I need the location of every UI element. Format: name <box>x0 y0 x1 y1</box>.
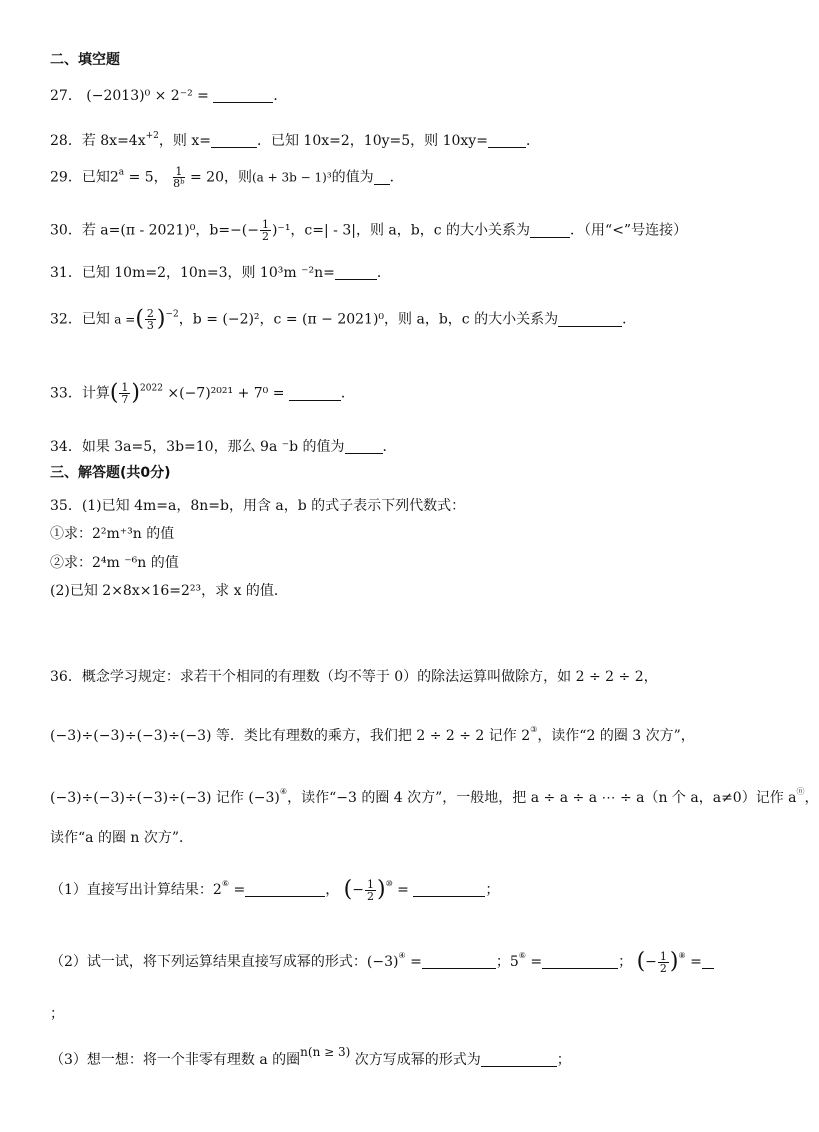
fraction-numerator: 1 <box>261 218 269 231</box>
answer-blank <box>245 882 325 897</box>
answer-blank <box>345 439 383 454</box>
question-36-line4: 读作“a 的圈 n 次方”． <box>50 830 194 846</box>
answer-blank <box>488 133 526 148</box>
circle-exponent: ④ <box>279 787 288 796</box>
question-text: 若 8x=4x <box>81 133 146 149</box>
question-text: ．已知 10x=2，10y=5，则 10xy= <box>256 133 488 149</box>
question-36-line2 <box>50 720 695 746</box>
fraction-denominator: 2 <box>261 230 269 243</box>
fraction-denominator: 3 <box>146 319 154 332</box>
circle-exponent: ④ <box>398 951 406 960</box>
question-32: 32．已知 a =( $\frac{2}{3}$ )$^{-2}$，b = (−2)²，c = (π − 2021)⁰，则 a，b，c 的大小关系为 ． <box>50 306 637 332</box>
answer-blank <box>335 265 377 280</box>
question-36-line3: (−3)÷(−3)÷(−3)÷(−3) 记作 (−3)④，读作“−3 的圈 4 次方”，一般地，把 a ÷ a ÷ a ⋯ ÷ a（n 个 a，a≠0）记作 aⓝ， <box>50 787 819 806</box>
fraction-numerator: 1 <box>121 381 129 394</box>
fraction <box>260 219 271 242</box>
question-number: 33． <box>50 385 82 402</box>
circle-exponent: ⑧ <box>678 951 686 960</box>
question-number: 34． <box>50 439 82 455</box>
question-36-part2: （2）试一试，将下列运算结果直接写成幂的形式：(−3)④ = ；5⑥ = ； (− $\frac{1}{2}$ )⑧ = <box>50 946 714 974</box>
question-number: 29． <box>50 169 82 186</box>
fraction-denominator: 8ᵇ <box>173 177 185 190</box>
answer-blank <box>702 954 714 969</box>
question-text: )⁻¹，c=| - 3|，则 a，b，c 的大小关系为 <box>271 222 531 239</box>
math-base: 2 <box>109 169 119 186</box>
question-text: 记作 (−3) <box>211 790 280 806</box>
answer-blank <box>542 954 618 969</box>
question-number: 31． <box>50 265 82 281</box>
question-text: （2）试一试，将下列运算结果直接写成幂的形式：(−3) <box>50 954 399 970</box>
question-35-intro: 35．(1)已知 4m=a，8n=b，用含 a，b 的式子表示下列代数式： <box>50 498 466 514</box>
question-35-sub1: ①求：2²m⁺³n 的值 <box>50 526 175 542</box>
exponent: +2 <box>145 131 159 141</box>
question-text: 等．类比有理数的乘方，我们把 2 ÷ 2 ÷ 2 记作 2 <box>211 728 531 744</box>
question-number: 28． <box>50 133 82 149</box>
circle-exponent: ⓝ <box>796 787 805 796</box>
question-text: 若 a=(π - 2021)⁰，b=−(− <box>81 222 259 239</box>
question-text: 已知 <box>81 311 110 328</box>
question-number: 27． <box>50 88 82 104</box>
question-text: ，则 x= <box>158 133 211 149</box>
answer-blank <box>211 133 257 148</box>
fraction-numerator: 1 <box>366 877 374 891</box>
fraction <box>365 879 376 902</box>
question-text: 的值为 <box>331 169 374 186</box>
question-number: 32． <box>50 311 82 328</box>
question-34: 34．如果 3a=5，3b=10，那么 9a ⁻b 的值为 ． <box>50 439 397 455</box>
question-text: 已知 <box>81 169 110 186</box>
circle-exponent: ⑥ <box>221 879 229 888</box>
question-text: ，b = (−2)²，c = (π − 2021)⁰，则 a，b，c 的大小关系为 <box>178 311 559 328</box>
math-expression: (a + 3b − 1)³ <box>251 170 332 185</box>
section-heading-solve: 三、解答题(共0分) <box>50 465 171 481</box>
fraction-numerator: 1 <box>173 166 184 178</box>
answer-blank <box>413 882 485 897</box>
question-number: 30． <box>50 222 82 239</box>
fraction <box>119 382 130 405</box>
exponent: −2 <box>165 309 179 320</box>
fraction-denominator: 7 <box>121 393 129 406</box>
question-text: 如果 3a=5，3b=10，那么 9a ⁻b 的值为 <box>81 439 345 455</box>
math-expression: (−2013)⁰ × 2⁻² = <box>86 88 209 104</box>
question-text: （3）想一想：将一个非零有理数 a 的圈 <box>50 1052 301 1068</box>
fraction <box>173 166 184 189</box>
fraction-numerator: 2 <box>146 307 154 320</box>
question-36-part3: （3）想一想：将一个非零有理数 a 的圈n(n ≥ 3) 次方写成幂的形式为 ； <box>50 1045 571 1068</box>
question-27: 27． (−2013)⁰ × 2⁻² = ． <box>50 88 288 104</box>
question-30 <box>50 219 687 242</box>
question-36-part1: （1）直接写出计算结果：2⑥ = ， (− $\frac{1}{2}$ )⑩ = ； <box>50 877 500 903</box>
answer-blank <box>422 954 496 969</box>
answer-blank <box>530 223 570 238</box>
question-text: （1）直接写出计算结果：2 <box>50 882 222 898</box>
circle-exponent: ⑥ <box>518 951 526 960</box>
question-text: 已知 10m=2，10n=3，则 10³m ⁻²n= <box>81 265 335 281</box>
answer-blank <box>481 1052 557 1067</box>
answer-blank <box>374 170 390 185</box>
math-expression: n(n ≥ 3) <box>300 1045 351 1059</box>
question-text: ．（用“<”号连接） <box>570 222 688 239</box>
fraction-numerator: 1 <box>659 949 667 963</box>
exponent: 2022 <box>140 383 163 394</box>
math-expression: = 20，则 <box>185 169 252 186</box>
question-36-part2-end: ； <box>50 1006 64 1022</box>
question-text: 计算 <box>81 385 110 402</box>
math-expression: = 5， <box>124 169 168 186</box>
question-text: ，读作“−3 的圈 4 次方”，一般地，把 a ÷ a ÷ a ⋯ ÷ a（n 个 a，a≠0）记作 a <box>287 790 797 806</box>
answer-blank <box>213 88 273 103</box>
circle-exponent: ⑩ <box>385 879 393 888</box>
question-29: 29．已知$2^a = 5$， $\frac{1}{\text{8ᵇ}}$ = 20，则(a + 3b − 1)³的值为 ． <box>50 165 404 190</box>
question-36-line1: 36．概念学习规定：求若干个相同的有理数（均不等于 0）的除法运算叫做除方，如 2 ÷ 2 ÷ 2， <box>50 669 658 685</box>
math-lhs: a = <box>114 312 136 327</box>
math-expression: ×(−7)²⁰²¹ + 7⁰ = <box>162 385 285 402</box>
answer-blank <box>558 312 622 327</box>
fraction-denominator: 2 <box>659 961 667 975</box>
math-expression: (−3)÷(−3)÷(−3)÷(−3) <box>50 728 212 744</box>
question-35-sub2: ②求：2⁴m ⁻⁶n 的值 <box>50 555 179 571</box>
question-31: 31．已知 10m=2，10n=3，则 10³m ⁻²n= ． <box>50 265 391 281</box>
fraction <box>145 308 156 331</box>
answer-blank <box>289 386 341 401</box>
question-35-part2: (2)已知 2×8x×16=2²³，求 x 的值． <box>50 583 288 599</box>
fraction-denominator: 2 <box>366 889 374 903</box>
question-text: ，读作“2 的圈 3 次方”， <box>537 728 695 744</box>
math-expression: (−3)÷(−3)÷(−3)÷(−3) <box>50 790 212 806</box>
question-text: 次方写成幂的形式为 <box>350 1052 481 1068</box>
question-33: 33．计算( $\frac{1}{7}$ )$^{2022}$ ×(−7)²⁰²¹ + 7⁰ = ． <box>50 380 355 406</box>
exponent: a <box>118 167 125 178</box>
section-heading-fill-blank: 二、填空题 <box>50 52 120 68</box>
circle-exponent: ③ <box>530 725 538 734</box>
fraction <box>658 951 669 974</box>
question-28: 28．若 $8x=4x^{+2}$，则 x= ．已知 10x=2，10y=5，则 10xy= ． <box>50 131 540 149</box>
